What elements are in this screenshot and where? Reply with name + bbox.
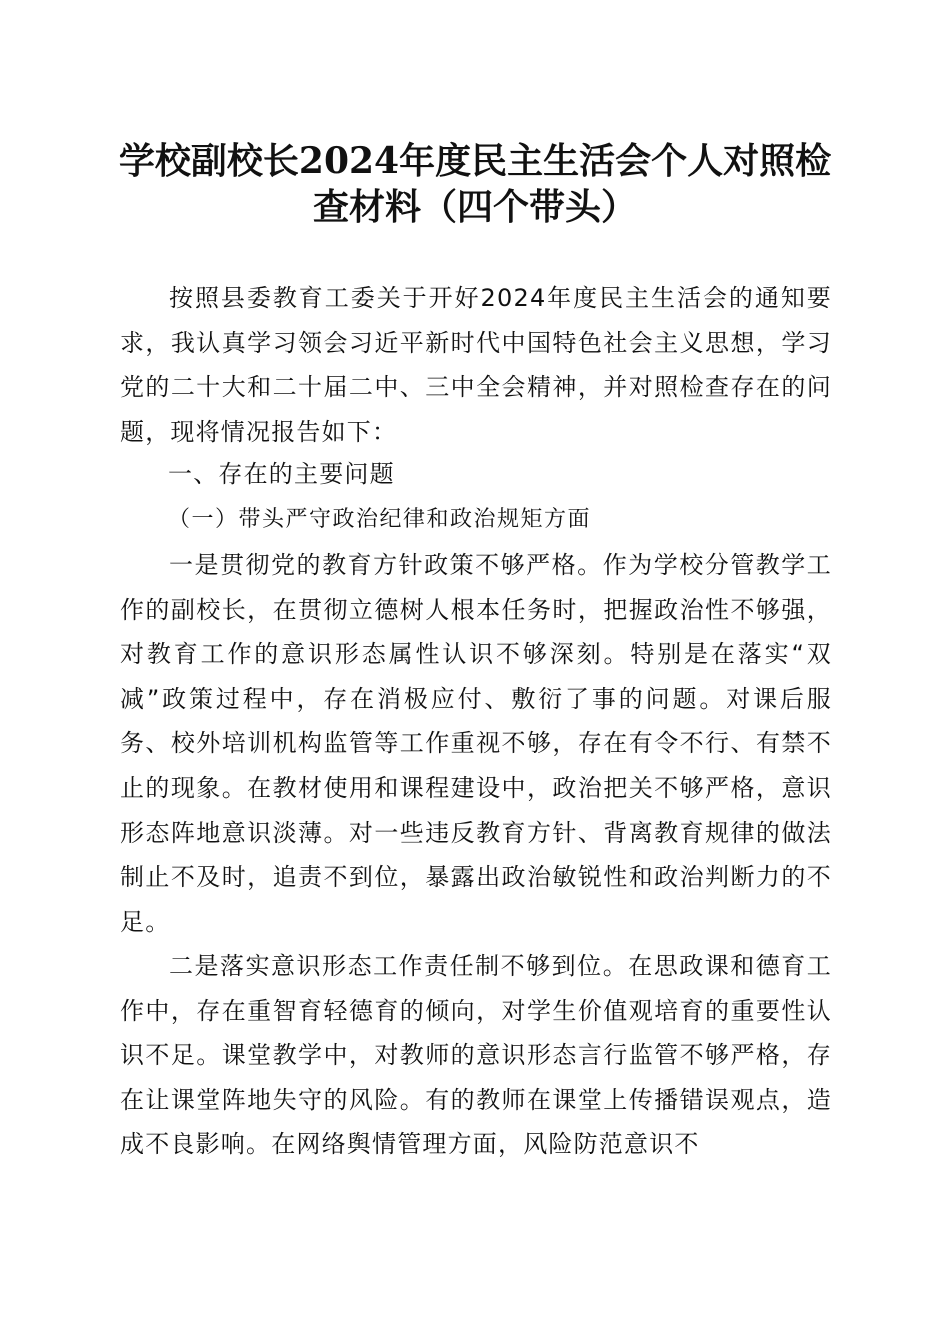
- section-heading: 一、存在的主要问题: [168, 460, 395, 488]
- document-title-line-2: 查材料（四个带头）: [312, 186, 637, 228]
- point-two-paragraph: [120, 944, 832, 1167]
- point-one-body: 作为学校分管教学工作的副校长，在贯彻立德树人根本任务时，把握政治性不够强，对教育工作的意识形态属性认识不够深刻。特别是在落实“双减”政策过程中，存在消极应付、敷衍了事的问题。对课后服务、校外培训机构监管等工作重视不够，存在有令不行、有禁不止的现象。在教材使用和课程建设中，政治把关不够严格，意识形态阵地意识淡薄。对一些违反教育方针、背离教育规律的做法制止不及时，追责不到位，暴露出政治敏锐性和政治判断力的不足。: [120, 551, 832, 936]
- point-two-lead: 二是落实意识形态工作责任制不够到位。: [169, 952, 629, 980]
- document-title-line-1: 学校副校长2024年度民主生活会个人对照检: [118, 140, 832, 182]
- subsection-heading: （一）带头严守政治纪律和政治规矩方面: [168, 507, 592, 532]
- point-two-body: 在思政课和德育工作中，存在重智育轻德育的倾向，对学生价值观培育的重要性认识不足。课堂教学中，对教师的意识形态言行监管不够严格，存在让课堂阵地失守的风险。有的教师在课堂上传播错误观点，造成不良影响。在网络舆情管理方面，风险防范意识不: [120, 952, 832, 1159]
- point-one-lead: 一是贯彻党的教育方针政策不够严格。: [169, 551, 603, 579]
- intro-paragraph: 按照县委教育工委关于开好2024年度民主生活会的通知要求，我认真学习领会习近平新时代中国特色社会主义思想，学习党的二十大和二十届二中、三中全会精神，并对照检查存在的问题，现将情况报告如下：: [120, 284, 832, 446]
- point-one-paragraph: [120, 543, 832, 944]
